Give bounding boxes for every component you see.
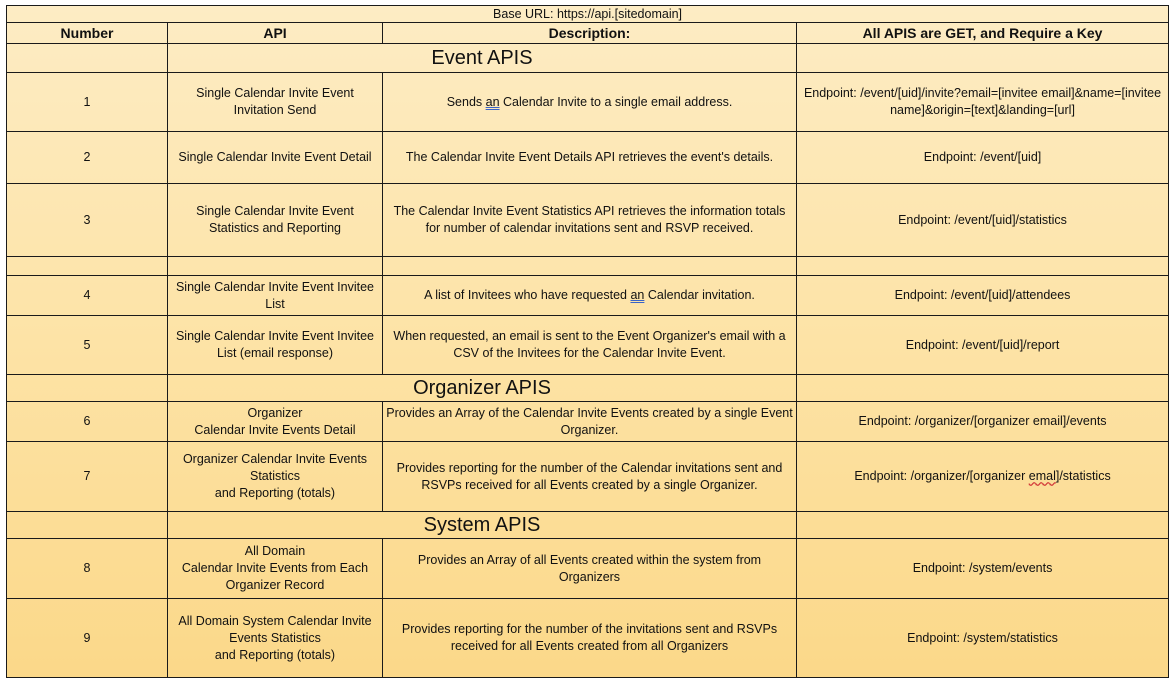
empty-cell[interactable] bbox=[7, 375, 168, 402]
header-row bbox=[7, 23, 1169, 44]
row-api[interactable]: Single Calendar Invite Event Invitation Send bbox=[168, 73, 383, 132]
row-number[interactable]: 8 bbox=[7, 539, 168, 599]
row-api[interactable]: All Domain Calendar Invite Events from Each Organizer Record bbox=[168, 539, 383, 599]
section-title-event[interactable]: Event APIS bbox=[168, 44, 797, 73]
table-row bbox=[7, 539, 1169, 599]
row-number[interactable]: 4 bbox=[7, 276, 168, 316]
row-description[interactable]: Provides reporting for the number of the invitations sent and RSVPs received for all Events created from all Organizers bbox=[383, 599, 797, 678]
row-api[interactable]: Organizer Calendar Invite Events Statistics and Reporting (totals) bbox=[168, 442, 383, 512]
header-api[interactable]: API bbox=[168, 23, 383, 44]
row-endpoint[interactable]: Endpoint: /event/[uid]/invite?email=[invitee email]&name=[invitee name]&origin=[text]&landing=[url] bbox=[797, 73, 1169, 132]
table-row bbox=[7, 73, 1169, 132]
row-description[interactable]: The Calendar Invite Event Details API retrieves the event's details. bbox=[383, 132, 797, 184]
empty-cell[interactable] bbox=[797, 257, 1169, 276]
spelling-flagged-word: emal bbox=[1028, 469, 1056, 483]
section-row-system bbox=[7, 512, 1169, 539]
row-api[interactable]: Single Calendar Invite Event Detail bbox=[168, 132, 383, 184]
row-endpoint[interactable]: Endpoint: /organizer/[organizer email]/events bbox=[797, 402, 1169, 442]
empty-cell[interactable] bbox=[797, 375, 1169, 402]
row-endpoint[interactable]: Endpoint: /system/statistics bbox=[797, 599, 1169, 678]
section-row-organizer bbox=[7, 375, 1169, 402]
description-text: Calendar invitation. bbox=[644, 288, 755, 302]
endpoint-text: Endpoint: /organizer/[organizer bbox=[854, 469, 1029, 483]
empty-cell[interactable] bbox=[168, 257, 383, 276]
description-text: A list of Invitees who have requested bbox=[424, 288, 631, 302]
table-row bbox=[7, 132, 1169, 184]
row-number[interactable]: 2 bbox=[7, 132, 168, 184]
row-api[interactable]: Single Calendar Invite Event Invitee List (email response) bbox=[168, 316, 383, 375]
base-url-row bbox=[7, 6, 1169, 23]
header-description[interactable]: Description: bbox=[383, 23, 797, 44]
description-text: Sends bbox=[446, 94, 486, 109]
row-description[interactable] bbox=[383, 276, 797, 316]
row-api[interactable]: Single Calendar Invite Event Invitee List bbox=[168, 276, 383, 316]
row-description[interactable]: The Calendar Invite Event Statistics API retrieves the information totals for number of calendar invitations sent and RSVP received. bbox=[383, 184, 797, 257]
row-description[interactable]: Provides an Array of all Events created within the system from Organizers bbox=[383, 539, 797, 599]
row-description[interactable] bbox=[383, 73, 797, 132]
description-text: Calendar Invite to a single email address. bbox=[499, 94, 733, 109]
row-endpoint[interactable]: Endpoint: /system/events bbox=[797, 539, 1169, 599]
empty-cell[interactable] bbox=[7, 512, 168, 539]
table-row bbox=[7, 276, 1169, 316]
header-endpoint[interactable]: All APIS are GET, and Require a Key bbox=[797, 23, 1169, 44]
section-title-organizer[interactable]: Organizer APIS bbox=[168, 375, 797, 402]
endpoint-text: ]/statistics bbox=[1055, 469, 1111, 483]
empty-cell[interactable] bbox=[7, 44, 168, 73]
row-number[interactable]: 7 bbox=[7, 442, 168, 512]
section-title-system[interactable]: System APIS bbox=[168, 512, 797, 539]
row-number[interactable]: 9 bbox=[7, 599, 168, 678]
empty-cell[interactable] bbox=[383, 257, 797, 276]
row-endpoint[interactable]: Endpoint: /event/[uid] bbox=[797, 132, 1169, 184]
header-number[interactable]: Number bbox=[7, 23, 168, 44]
section-row-event bbox=[7, 44, 1169, 73]
row-number[interactable]: 1 bbox=[7, 73, 168, 132]
table-row bbox=[7, 316, 1169, 375]
empty-cell[interactable] bbox=[7, 257, 168, 276]
row-description[interactable]: When requested, an email is sent to the Event Organizer's email with a CSV of the Invitees for the Calendar Invite Event. bbox=[383, 316, 797, 375]
api-table bbox=[6, 5, 1169, 678]
row-endpoint[interactable] bbox=[797, 442, 1169, 512]
grammar-flagged-word: an bbox=[485, 94, 500, 109]
row-number[interactable]: 6 bbox=[7, 402, 168, 442]
row-number[interactable]: 5 bbox=[7, 316, 168, 375]
empty-cell[interactable] bbox=[797, 44, 1169, 73]
row-api[interactable]: Organizer Calendar Invite Events Detail bbox=[168, 402, 383, 442]
table-row bbox=[7, 184, 1169, 257]
row-endpoint[interactable]: Endpoint: /event/[uid]/statistics bbox=[797, 184, 1169, 257]
row-description[interactable]: Provides an Array of the Calendar Invite Events created by a single Event Organizer. bbox=[383, 402, 797, 442]
row-endpoint[interactable]: Endpoint: /event/[uid]/report bbox=[797, 316, 1169, 375]
row-number[interactable]: 3 bbox=[7, 184, 168, 257]
row-endpoint[interactable]: Endpoint: /event/[uid]/attendees bbox=[797, 276, 1169, 316]
row-description[interactable]: Provides reporting for the number of the Calendar invitations sent and RSVPs received for all Events created by a single Organizer. bbox=[383, 442, 797, 512]
row-api[interactable]: Single Calendar Invite Event Statistics and Reporting bbox=[168, 184, 383, 257]
table-row bbox=[7, 402, 1169, 442]
empty-cell[interactable] bbox=[797, 512, 1169, 539]
row-api[interactable]: All Domain System Calendar Invite Events Statistics and Reporting (totals) bbox=[168, 599, 383, 678]
table-row bbox=[7, 442, 1169, 512]
empty-row bbox=[7, 257, 1169, 276]
base-url-cell[interactable]: Base URL: https://api.[sitedomain] bbox=[7, 6, 1169, 23]
table-row bbox=[7, 599, 1169, 678]
grammar-flagged-word: an bbox=[630, 288, 645, 302]
